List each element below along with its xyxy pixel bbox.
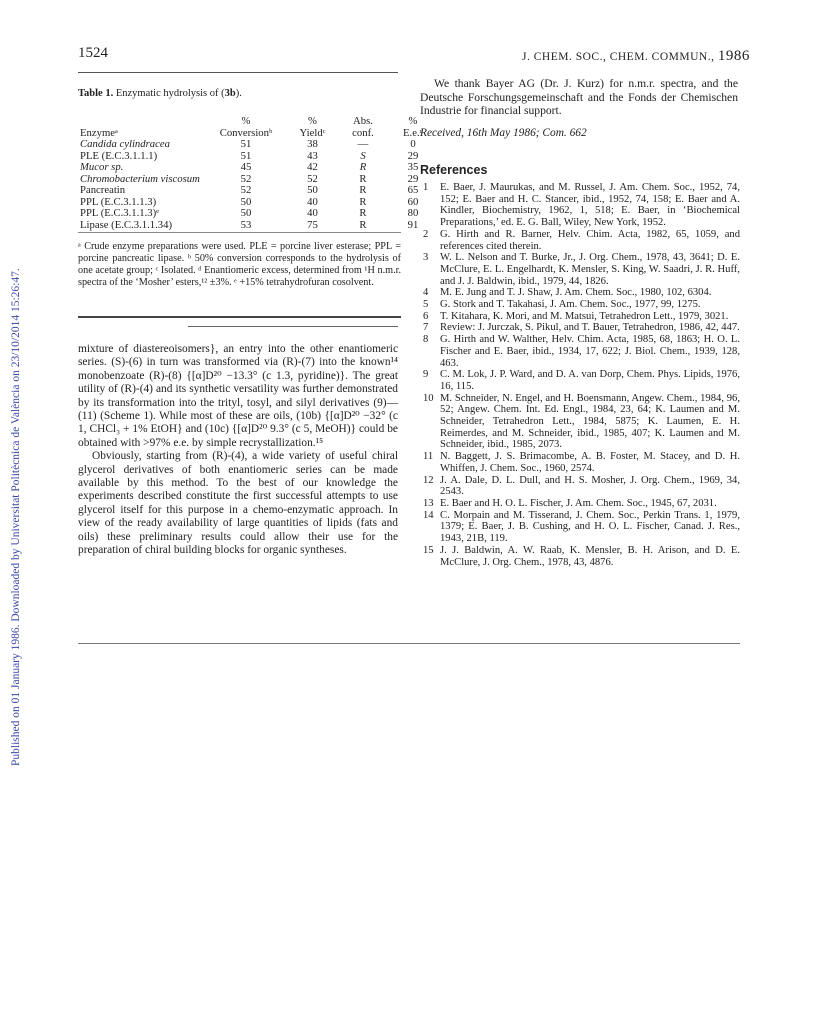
reference-item [420, 252, 740, 287]
table-cell: Candida cylindracea [80, 138, 170, 150]
table-cell: PPL (E.C.3.1.1.3)ᵉ [80, 207, 159, 219]
table-row [78, 151, 437, 163]
table-cell: R [359, 172, 367, 185]
references-list [420, 182, 740, 568]
table-header-cell: Yieldᶜ [299, 126, 326, 139]
table-header-row [78, 116, 437, 128]
table-caption-text: Enzymatic hydrolysis of ( [113, 88, 225, 99]
reference-item [420, 393, 740, 452]
table-cell: 52 [307, 172, 318, 185]
reference-number: 14 [423, 509, 434, 521]
table-cell: Lipase (E.C.3.1.1.34) [80, 218, 173, 231]
reference-item [420, 475, 740, 498]
table-rule [78, 232, 401, 233]
table-cell: Pancreatin [80, 184, 126, 196]
table-header-cell: conf. [352, 126, 374, 139]
table-caption-label: Table 1. [78, 88, 114, 99]
table-cell: 60 [407, 195, 419, 208]
received-date: Received, 16th May 1986; Com. 662 [420, 127, 587, 139]
table-cell: 29 [407, 149, 419, 162]
reference-text: G. Hirth and W. Walther, Helv. Chim. Acta, 1985, 68, 1863; H. O. L. Fischer and E. Baer, ibid., 1934, 17, 622; J. Biol. Chem., 1939, 128, 463. [440, 334, 740, 369]
table-cell: 75 [307, 218, 318, 231]
table-header-cell: % [308, 115, 317, 127]
table-caption [78, 88, 242, 99]
table-cell: Chromobacterium viscosum [80, 172, 200, 185]
journal-year: 1986 [717, 48, 750, 64]
reference-text: Review: J. Jurczak, S. Pikul, and T. Bauer, Tetrahedron, 1986, 42, 447. [440, 322, 740, 334]
table-cell: 0 [410, 138, 416, 150]
reference-number: 1 [423, 182, 429, 193]
reference-text: J. A. Dale, D. L. Dull, and H. S. Mosher, J. Org. Chem., 1969, 34, 2543. [440, 474, 740, 498]
reference-text: M. E. Jung and T. J. Shaw, J. Am. Chem. Soc., 1980, 102, 6304. [440, 287, 712, 299]
table-cell: Mucor sp. [80, 161, 124, 173]
table-end-rule [78, 316, 401, 318]
reference-item [420, 311, 740, 323]
body-paragraph: mixture of diastereoisomers}, an entry into the other enantiomeric series. (S)-(6) in turn was transformed via (R)-(7) into the known¹⁴ monobenzoate (R)-(8) {[α]D²⁰ −13.3° (c 1.3, pyridine)}. The great utility of (R)-(4) and its synthetic versatility was further demonstrated by its transformation into the trityl, tosyl, and silyl derivatives (9)—(11) (Scheme 1). While most of these are oils, (10b) {[α]D²⁰ −32° (c 1, CHCl₃ + 1% EtOH} and (10c) {[α]D²⁰ 9.3° (c 5, MeOH)} could be obtained with >97% e.e. by simple recrystallization.¹⁵ [78, 343, 398, 449]
table-header-cell: Enzymeᵃ [80, 126, 118, 139]
table-cell: 65 [407, 184, 419, 196]
table-cell: 50 [240, 195, 252, 208]
reference-item [420, 182, 740, 229]
table-cell: 45 [240, 161, 252, 173]
table-row [78, 185, 437, 197]
table-row [78, 220, 437, 232]
reference-item [420, 299, 740, 311]
table-cell: 43 [307, 149, 318, 162]
table-cell: PLE (E.C.3.1.1.1) [80, 149, 158, 162]
reference-number: 11 [423, 451, 434, 463]
table-cell: R [359, 161, 367, 173]
reference-item [420, 451, 740, 474]
table-header-cell [78, 116, 204, 128]
body-text-left [78, 343, 398, 558]
table-header-cell: % [408, 115, 418, 127]
table-row [78, 208, 437, 220]
reference-item [420, 498, 740, 510]
reference-number: 7 [423, 322, 429, 334]
reference-text: J. J. Baldwin, A. W. Raab, K. Mensler, B. H. Arison, and D. E. McClure, J. Org. Chem., 1978, 43, 4876. [440, 544, 740, 568]
table-cell: 50 [240, 207, 252, 219]
reference-item [420, 545, 740, 568]
reference-text: C. M. Lok, J. P. Ward, and D. A. van Dorp, Chem. Phys. Lipids, 1976, 16, 115. [440, 369, 740, 392]
table-cell: 52 [240, 184, 252, 196]
table-header-cell: E.e.ᵈ [403, 126, 423, 139]
table-header-cell: Abs. [353, 115, 373, 127]
table-footnote: ᵃ Crude enzyme preparations were used. PLE = porcine liver esterase; PPL = porcine pancreatic lipase. ᵇ 50% conversion corresponds to the hydrolysis of one acetate group; ᶜ Isolated. ᵈ Enantiomeric excess, determined from ¹H n.m.r. spectra of the ‘Mosher’ esters,¹² ±3%. ᵉ +15% tetrahydrofuran cosolvent. [78, 241, 401, 288]
table-cell: R [359, 207, 367, 219]
table-cell: 35 [407, 161, 419, 173]
reference-number: 10 [423, 392, 434, 404]
table-row [78, 162, 437, 174]
reference-text: C. Morpain and M. Tisserand, J. Chem. Soc., Perkin Trans. 1, 1979, 1379; E. Baer, J. B. Cushing, and H. O. L. Fischer, Canad. J. Res., 1943, 21B, 119. [440, 509, 740, 545]
reference-number: 5 [423, 299, 429, 311]
reference-text: G. Hirth and R. Barner, Helv. Chim. Acta, 1982, 65, 1059, and references cited therein. [440, 228, 740, 252]
reference-text: T. Kitahara, K. Mori, and M. Matsui, Tetrahedron Lett., 1979, 3021. [440, 310, 729, 322]
journal-name: J. CHEM. SOC., CHEM. COMMUN., [522, 51, 715, 63]
table-cell: — [357, 138, 369, 150]
column-rule [188, 326, 398, 327]
table-cell: 40 [307, 195, 318, 208]
table-cell: 51 [240, 149, 252, 162]
table-cell: 38 [307, 138, 318, 150]
reference-number: 6 [423, 310, 429, 322]
header-rule [78, 72, 398, 73]
enzyme-table [78, 116, 437, 231]
reference-text: M. Schneider, N. Engel, and H. Boensmann, Angew. Chem., 1984, 96, 52; Angew. Chem. Int. Ed. Engl., 1984, 23, 64; K. Laumen and M. Schneider, Tetrahedron Lett., 1984, 5875; K. Laumen, E. H. Reimerdes, and M. Schneider, ibid., 1985, 407; K. Laumen and M. Schneider, ibid., 1985, 2073. [440, 392, 740, 451]
body-paragraph: Obviously, starting from (R)-(4), a wide variety of useful chiral glycerol derivatives of both enantiomeric series can be made available by this method. To the best of our knowledge the experiments described constitute the first successful attempts to use glycerol itself for this purpose in a chemo-enzymatic approach. In view of the ready availability of large quantities of lipids (fats and oils) these preliminary results could allow their use for the preparation of chiral building blocks for organic syntheses. [78, 450, 398, 557]
reference-number: 8 [423, 334, 429, 346]
reference-item [420, 322, 740, 334]
table-cell: 53 [240, 218, 252, 231]
table-cell: 29 [407, 172, 419, 185]
table-cell: 52 [240, 172, 252, 185]
table-cell: 91 [407, 218, 419, 231]
reference-item [420, 369, 740, 392]
table-cell: 40 [307, 207, 318, 219]
table-cell: 42 [307, 161, 318, 173]
table-cell: 80 [407, 207, 419, 219]
table-cell: R [359, 195, 367, 208]
journal-header [522, 48, 750, 65]
reference-text: W. L. Nelson and T. Burke, Jr., J. Org. Chem., 1978, 43, 3641; D. E. McClure, E. L. Engelhardt, K. Mensler, S. King, W. Saadri, J. R. Huff, and J. J. Baldwin, ibid., 1979, 44, 1826. [440, 252, 740, 287]
table-caption-end: ). [235, 88, 242, 99]
reference-text: E. Baer, J. Maurukas, and M. Russel, J. Am. Chem. Soc., 1952, 74, 152; E. Baer and H. C. Stancer, ibid., 1952, 74, 158; E. Baer and A. Kindler, Biochemistry, 1962, 1, 518; E. Baer, in ‘Biochemical Preparations,’ ed. E. G. Ball, Wiley, New York, 1952. [440, 182, 740, 229]
table-header-cell: Conversionᵇ [219, 126, 273, 139]
table-row [78, 174, 437, 186]
reference-number: 2 [423, 228, 429, 240]
reference-number: 3 [423, 252, 429, 264]
reference-item [420, 287, 740, 299]
table-row [78, 139, 437, 151]
page-number: 1524 [78, 45, 108, 61]
reference-number: 13 [423, 497, 434, 509]
reference-item [420, 334, 740, 369]
download-watermark: Published on 01 January 1986. Downloaded by Universitat Politècnica de València on 23/10/2014 15:26:47. [10, 268, 22, 767]
acknowledgement: We thank Bayer AG (Dr. J. Kurz) for n.m.r. spectra, and the Deutsche Forschungsgemeinschaft and the Fonds der Chemischen Industrie for financial support. [420, 77, 738, 117]
reference-number: 4 [423, 287, 429, 299]
reference-text: N. Baggett, J. S. Brimacombe, A. B. Foster, M. Stacey, and D. H. Whiffen, J. Chem. Soc., 1960, 2574. [440, 451, 740, 474]
reference-number: 9 [423, 369, 429, 381]
table-caption-compound: 3b [224, 88, 236, 99]
table-cell: R [359, 184, 367, 196]
table-cell: 51 [240, 138, 252, 150]
reference-number: 15 [423, 544, 434, 556]
table-cell: 50 [307, 184, 318, 196]
reference-item [420, 229, 740, 252]
page-bottom-rule [78, 643, 740, 644]
table-cell: PPL (E.C.3.1.1.3) [80, 195, 157, 208]
reference-number: 12 [423, 474, 434, 486]
reference-item [420, 510, 740, 545]
table-cell: S [360, 149, 366, 162]
references-heading: References [420, 163, 488, 177]
table-header-cell: % [241, 115, 251, 127]
table-cell: R [359, 218, 367, 231]
reference-text: G. Stork and T. Takahasi, J. Am. Chem. Soc., 1977, 99, 1275. [440, 299, 701, 311]
reference-text: E. Baer and H. O. L. Fischer, J. Am. Chem. Soc., 1945, 67, 2031. [440, 497, 717, 509]
